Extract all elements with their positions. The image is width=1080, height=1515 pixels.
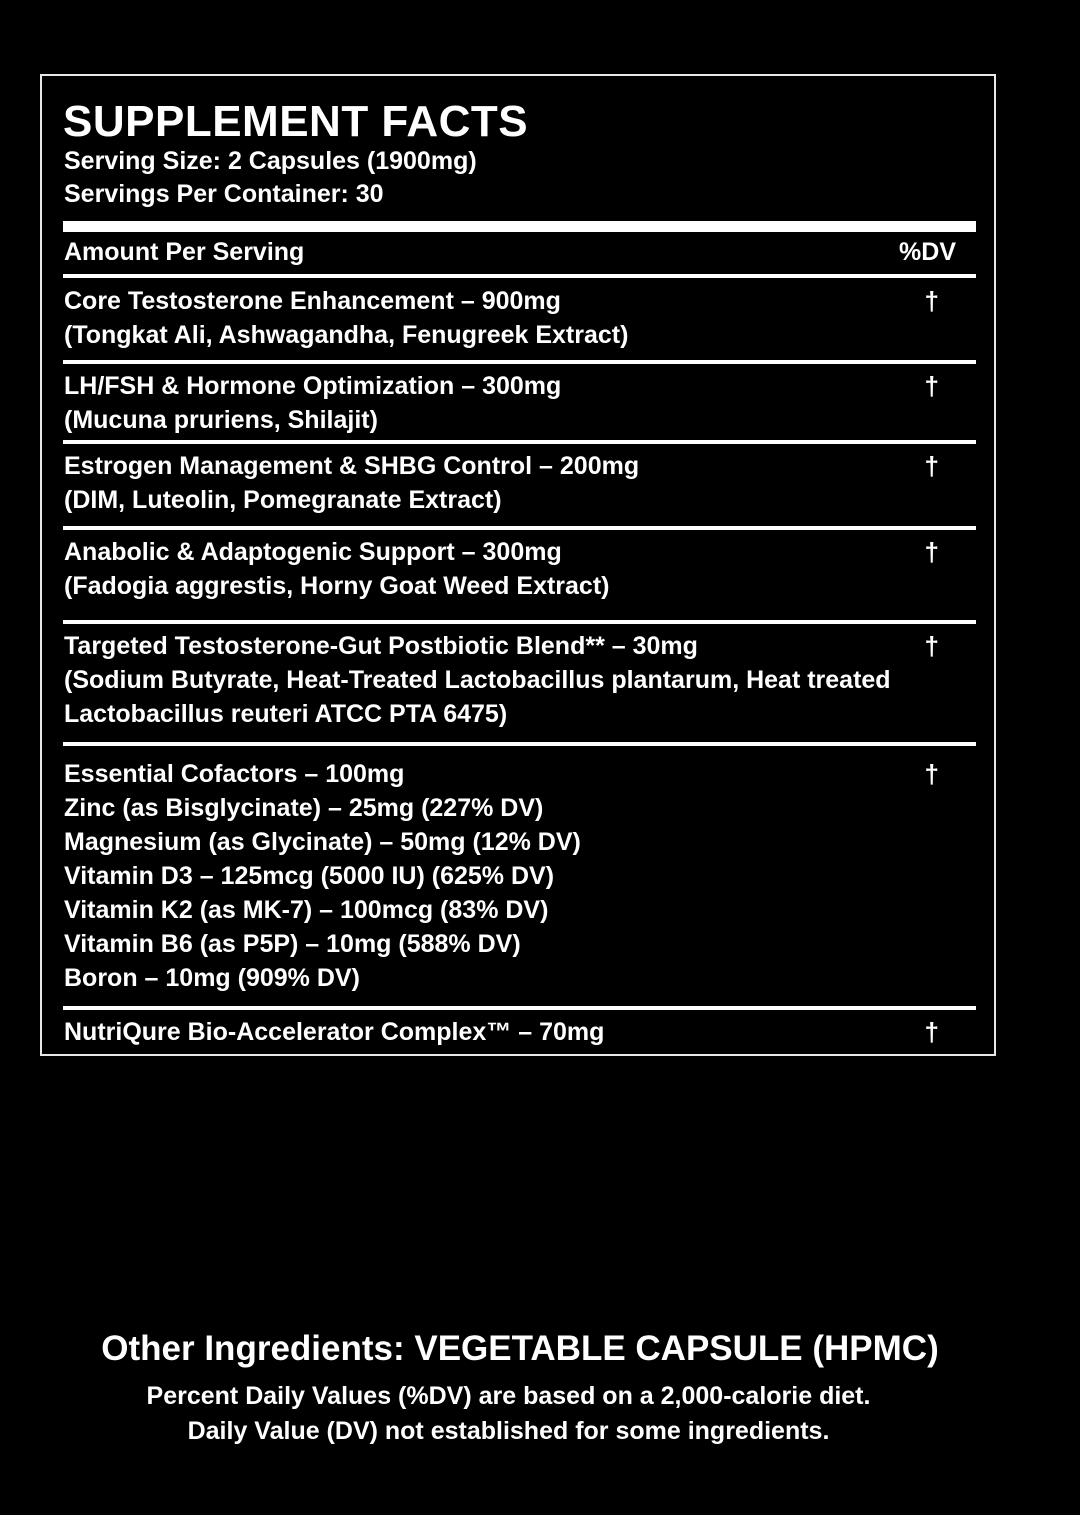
dagger-icon: † (924, 537, 939, 567)
daily-value-note: Percent Daily Values (%DV) are based on a 2,000-calorie diet. (146, 1382, 871, 1410)
divider (63, 274, 976, 278)
ingredient-line: (Sodium Butyrate, Heat-Treated Lactobacillus plantarum, Heat treated (64, 666, 891, 694)
ingredient-line: Anabolic & Adaptogenic Support – 300mg (64, 538, 562, 566)
ingredient-line: Boron – 10mg (909% DV) (64, 964, 360, 992)
serving-size: Serving Size: 2 Capsules (1900mg) (64, 147, 477, 175)
divider (63, 1006, 976, 1010)
ingredient-line: NutriQure Bio-Accelerator Complex™ – 70mg (64, 1018, 605, 1046)
supplement-facts-panel (40, 74, 996, 1056)
divider (63, 360, 976, 364)
other-ingredients: Other Ingredients: VEGETABLE CAPSULE (HPMC) (101, 1329, 939, 1368)
ingredient-line: Estrogen Management & SHBG Control – 200mg (64, 452, 640, 480)
thick-divider (63, 221, 976, 232)
ingredient-line: LH/FSH & Hormone Optimization – 300mg (64, 372, 562, 400)
dv-column-label: %DV (899, 238, 956, 266)
ingredient-line: Zinc (as Bisglycinate) – 25mg (227% DV) (64, 794, 544, 822)
divider (63, 440, 976, 444)
ingredient-line: Magnesium (as Glycinate) – 50mg (12% DV) (64, 828, 581, 856)
ingredient-line: Essential Cofactors – 100mg (64, 760, 405, 788)
dagger-icon: † (924, 631, 939, 661)
ingredient-line: (Tongkat Ali, Ashwagandha, Fenugreek Extract) (64, 321, 629, 349)
servings-per-container: Servings Per Container: 30 (64, 180, 384, 208)
ingredient-line: Core Testosterone Enhancement – 900mg (64, 287, 561, 315)
divider (63, 742, 976, 746)
dagger-icon: † (924, 759, 939, 789)
dagger-icon: † (924, 1017, 939, 1047)
ingredient-line: (DIM, Luteolin, Pomegranate Extract) (64, 486, 502, 514)
table-header (63, 234, 976, 272)
ingredient-line: Vitamin K2 (as MK-7) – 100mcg (83% DV) (64, 896, 549, 924)
dagger-icon: † (924, 451, 939, 481)
ingredient-line: Vitamin D3 – 125mcg (5000 IU) (625% DV) (64, 862, 555, 890)
dagger-icon: † (924, 286, 939, 316)
ingredient-line: (Mucuna pruriens, Shilajit) (64, 406, 378, 434)
divider (63, 526, 976, 530)
panel-title: SUPPLEMENT FACTS (63, 97, 529, 146)
divider (63, 620, 976, 624)
dagger-icon: † (924, 371, 939, 401)
ingredient-line: Vitamin B6 (as P5P) – 10mg (588% DV) (64, 930, 521, 958)
ingredient-line: Targeted Testosterone-Gut Postbiotic Blend** – 30mg (64, 632, 698, 660)
daily-value-disclaimer: Daily Value (DV) not established for some ingredients. (187, 1417, 830, 1445)
amount-per-serving-label: Amount Per Serving (64, 238, 305, 266)
ingredient-line: (Fadogia aggrestis, Horny Goat Weed Extract) (64, 572, 610, 600)
ingredient-line: Lactobacillus reuteri ATCC PTA 6475) (64, 700, 508, 728)
